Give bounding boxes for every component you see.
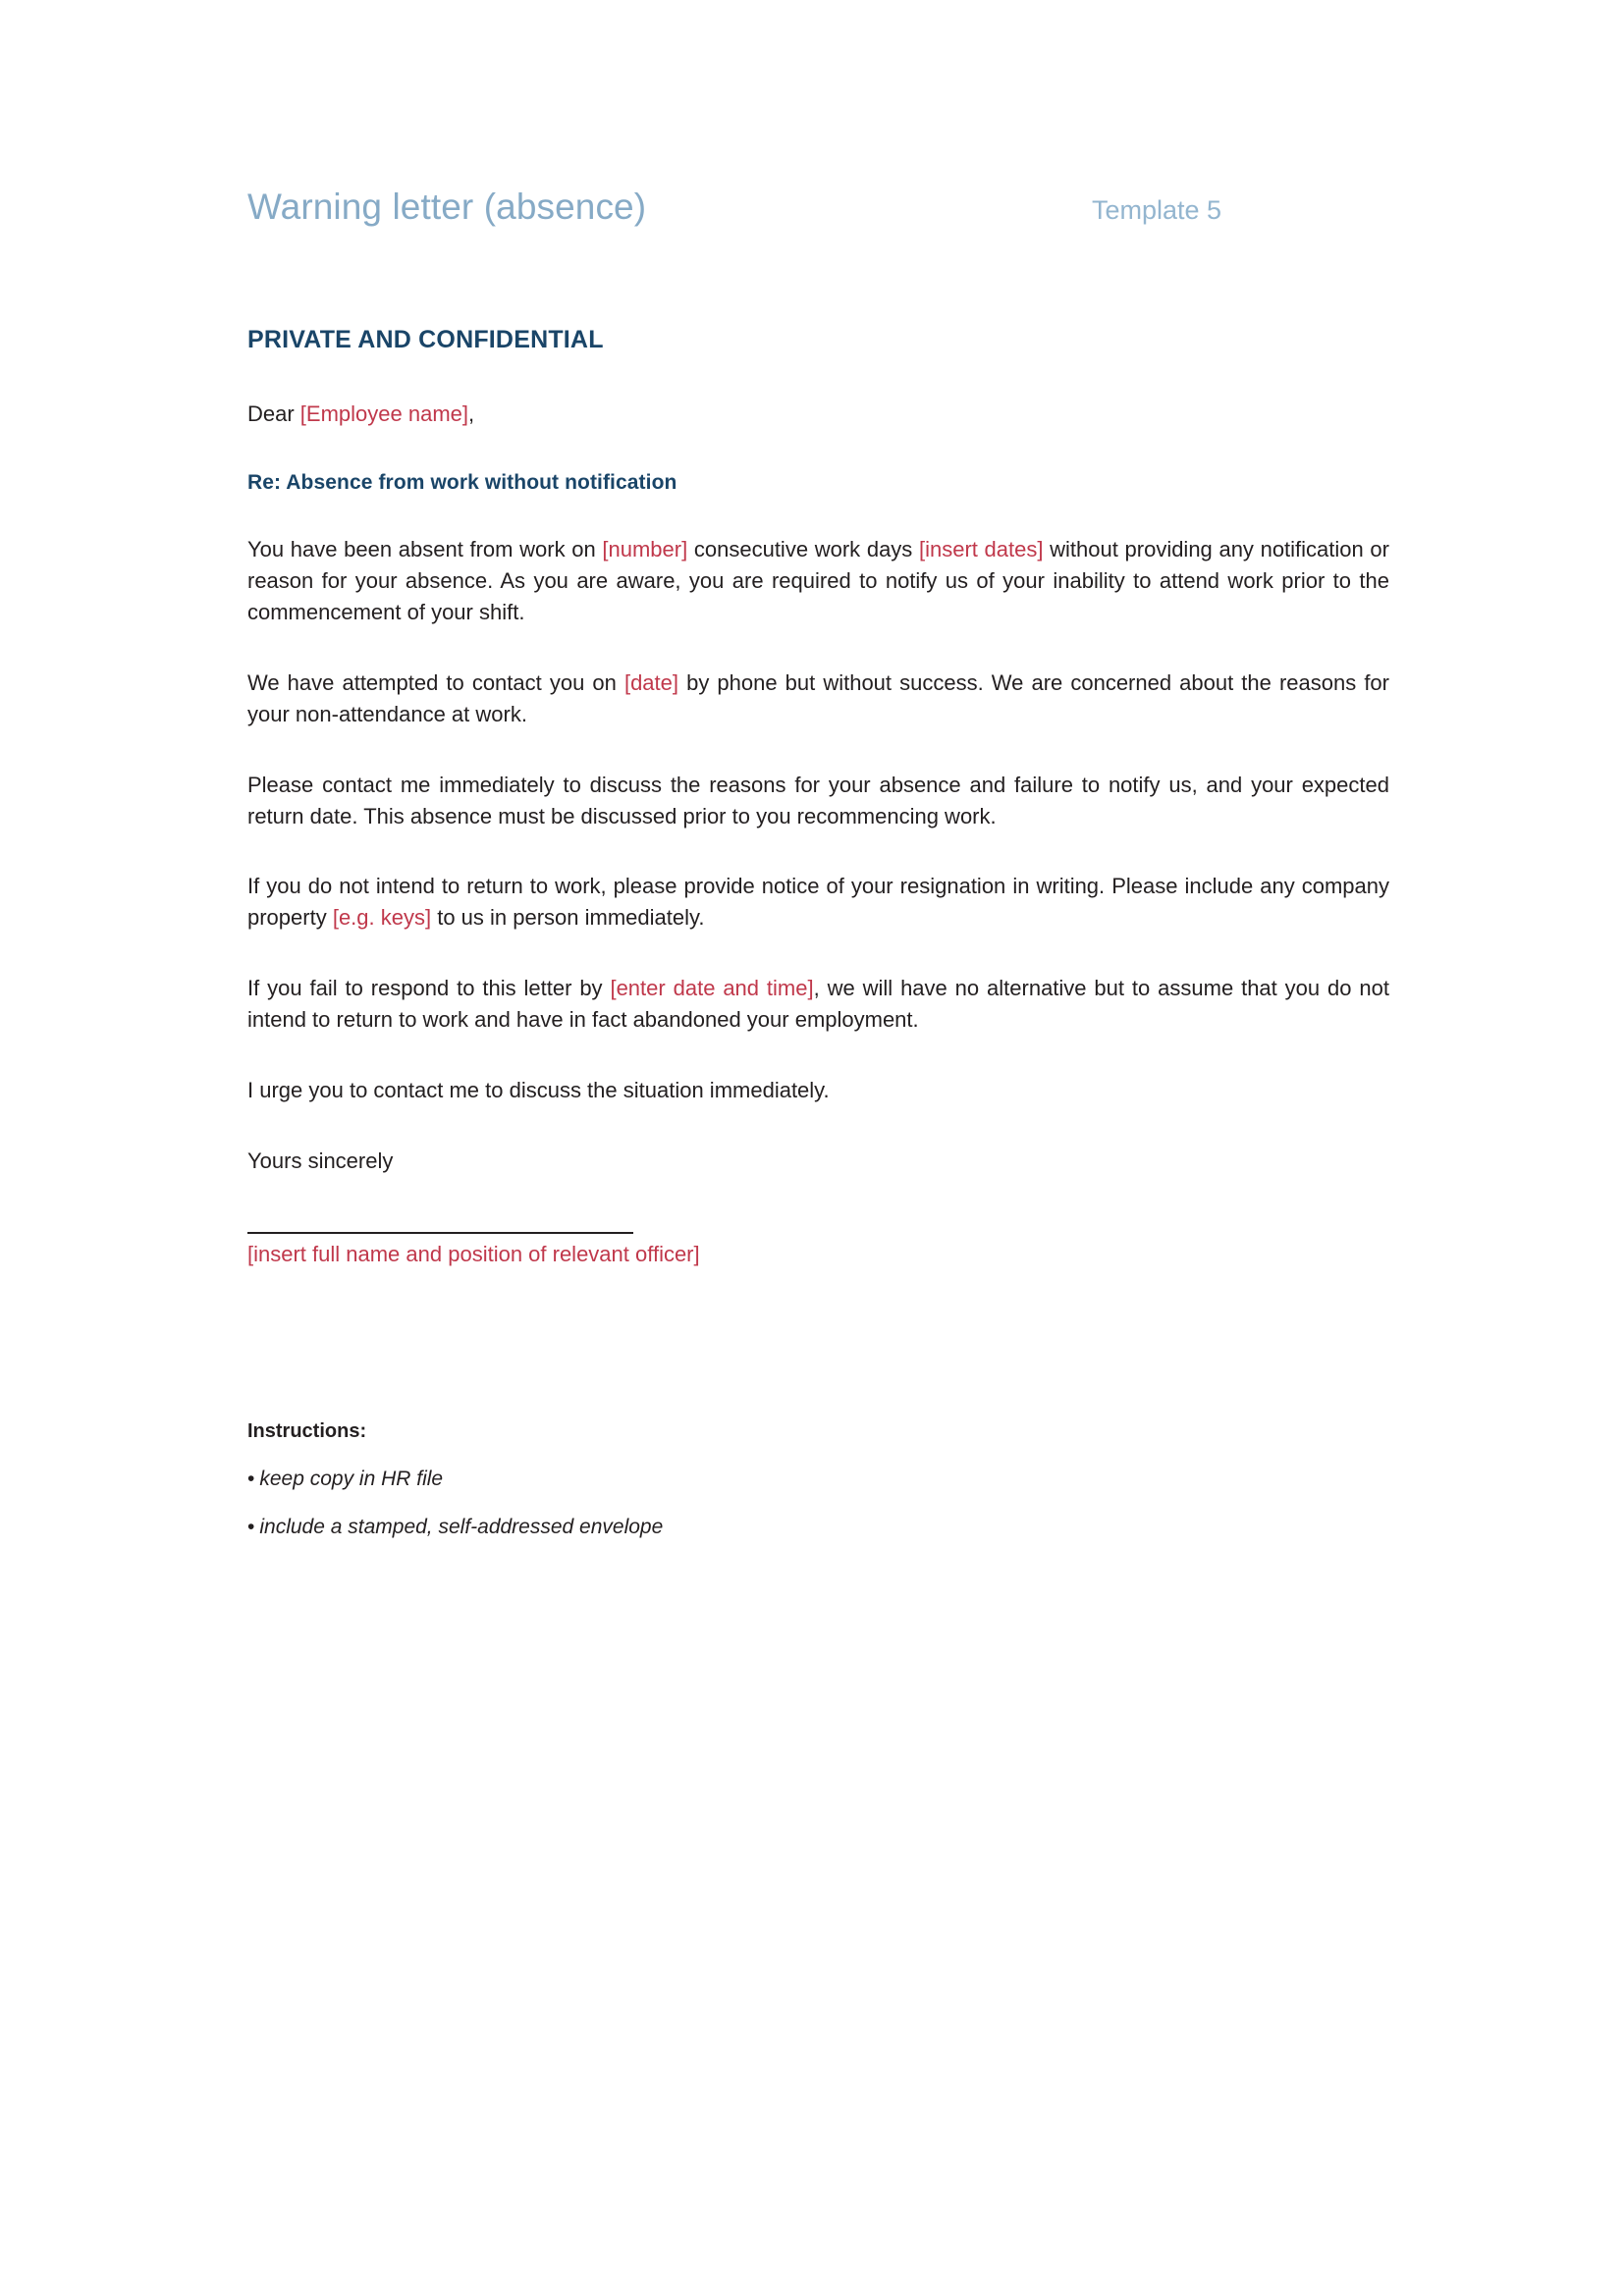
paragraph-text: Please contact me immediately to discuss the reasons for your absence and failure to notify us, and your expected return date. This absence must be discussed prior to you recommencing work. bbox=[247, 772, 1389, 828]
fill-in-placeholder: [e.g. keys] bbox=[332, 905, 432, 931]
signature-caption-placeholder: [insert full name and position of relevant officer] bbox=[247, 1241, 700, 1266]
instruction-text: include a stamped, self-addressed envelope bbox=[259, 1516, 664, 1539]
salutation-trailing: , bbox=[468, 401, 475, 426]
fill-in-placeholder: [enter date and time] bbox=[610, 976, 814, 1001]
instructions-title: Instructions: bbox=[247, 1420, 367, 1443]
instruction-item bbox=[247, 1468, 1389, 1491]
paragraph-urge-contact bbox=[247, 1075, 1389, 1106]
paragraph-text: If you fail to respond to this letter by bbox=[247, 976, 611, 1001]
template-label: Template 5 bbox=[1092, 195, 1222, 225]
paragraph-resignation-notice bbox=[247, 871, 1389, 934]
paragraph-text: I urge you to contact me to discuss the situation immediately. bbox=[247, 1078, 830, 1103]
letter-body bbox=[247, 534, 1389, 1106]
paragraph-please-contact bbox=[247, 770, 1389, 832]
salutation-greeting: Dear bbox=[247, 401, 300, 426]
subject-heading: Re: Absence from work without notification bbox=[247, 471, 677, 495]
signature-block bbox=[247, 1232, 1389, 1269]
paragraph-contact-attempt bbox=[247, 667, 1389, 730]
page-title: Warning letter (absence) bbox=[247, 187, 647, 227]
paragraph-text: consecutive work days bbox=[687, 537, 919, 562]
document-content bbox=[247, 187, 1389, 1539]
instruction-text: keep copy in HR file bbox=[259, 1468, 444, 1491]
instructions-section bbox=[247, 1420, 1389, 1539]
paragraph-text: , we will have no alternative but to assume that you do not intend to return to work and have in fact abandoned your employment. bbox=[247, 976, 1389, 1033]
document-header bbox=[247, 187, 1389, 255]
paragraph-absence-notice bbox=[247, 534, 1389, 628]
confidentiality-heading: PRIVATE AND CONFIDENTIAL bbox=[247, 326, 604, 353]
paragraph-text: You have been absent from work on bbox=[247, 537, 603, 562]
paragraph-text: We have attempted to contact you on bbox=[247, 669, 624, 695]
signature-rule bbox=[247, 1232, 633, 1234]
paragraph-text: If you do not intend to return to work, please provide notice of your resignation in writing. Please include any company property bbox=[247, 874, 1389, 931]
bullet-icon: • bbox=[247, 1468, 255, 1491]
fill-in-placeholder: [number] bbox=[602, 537, 688, 562]
salutation-line bbox=[247, 400, 1389, 428]
instruction-item bbox=[247, 1516, 1389, 1539]
paragraph-text: to us in person immediately. bbox=[431, 905, 705, 931]
instructions-list bbox=[247, 1468, 1389, 1539]
fill-in-placeholder: [insert dates] bbox=[918, 537, 1044, 562]
bullet-icon: • bbox=[247, 1516, 255, 1539]
paragraph-failure-to-respond bbox=[247, 973, 1389, 1036]
paragraph-text: by phone but without success. We are concerned about the reasons for your non-attendance at work. bbox=[247, 669, 1389, 726]
paragraph-text: without providing any notification or reason for your absence. As you are aware, you are required to notify us of your inability to attend work prior to the commencement of your shift. bbox=[247, 537, 1389, 625]
closing-line: Yours sincerely bbox=[247, 1148, 394, 1173]
fill-in-placeholder: [date] bbox=[623, 669, 678, 695]
employee-name-placeholder: [Employee name] bbox=[299, 401, 468, 426]
